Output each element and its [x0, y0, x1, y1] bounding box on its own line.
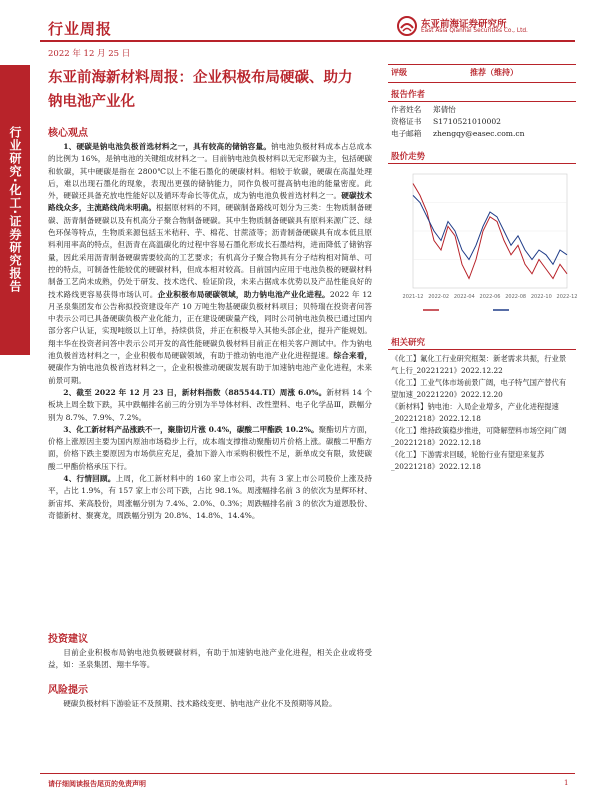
header-divider: [40, 40, 575, 42]
footer-disclaimer: 请仔细阅读报告尾页的免责声明: [48, 779, 146, 788]
core-paragraph-4: [48, 473, 372, 522]
related-research-list: [391, 353, 571, 473]
author-name: 郑倩怡: [433, 105, 456, 114]
related-item[interactable]: [391, 449, 571, 472]
related-item-title[interactable]: 《化工】维持政策稳步推进，可降解塑料市场空间广阔_20221218》: [391, 426, 567, 447]
logo-text-cn: 东亚前海证券研究所: [421, 19, 507, 30]
related-item-date: 2022.12.18: [439, 437, 481, 447]
related-item[interactable]: [391, 425, 571, 448]
logo-icon: [397, 16, 417, 36]
chart-x-tick-label: 2021-12: [402, 294, 424, 300]
author-section-heading: 报告作者: [391, 90, 426, 100]
point-3-heading: 3、化工新材料产品涨跌不一，聚脂切片涨 0.4%，碳酸二甲酯跌 10.2%。: [63, 424, 319, 434]
related-item-title[interactable]: 《化工】下游需求回暖，轮胎行业有望迎来复苏_20221218》: [391, 450, 545, 471]
related-item-date: 2022.12.20: [460, 389, 503, 399]
author-name-row: [391, 104, 571, 116]
author-email: zhengqy@easec.com.cn: [433, 129, 525, 138]
report-title: 东亚前海新材料周报：企业积极布局硬碳、助力钠电池产业化: [48, 70, 353, 110]
chart-grid: [403, 174, 578, 300]
related-item-date: 2022.12.18: [439, 461, 481, 471]
point-4-heading: 4、行情回顾。: [63, 474, 116, 484]
related-item-date: 2022.12.22: [460, 365, 503, 375]
stock-section-heading: 股价走势: [391, 152, 426, 162]
core-body: [48, 141, 372, 522]
related-divider: [388, 349, 576, 350]
point-1-text-g: 硬碳作为钠电池负极首选材料之一，企业积极推动硬碳发展有助于加速钠电池产业化进程，未来前景可期。: [48, 363, 372, 385]
point-1-text-c: 根据原材料的不同，硬碳制备路线可划分为三类：生物质制备硬碳、沥青制备硬碳以及有机高分子聚合物制备硬碳。其中生物质制备硬碳具有原料来源广泛、绿色环保等特点，生物质来源包括玉米秸秆、芋、棉花、甘蔗渣等；沥青制备硬碳具有成本低且原料利用率高的特点，但沥青在高温碳化的过程中容易石墨化形成长石墨结构，进而降低了储钠容量，因此采用沥青制备硬碳需要较高的工艺要求；有机高分子聚合物具有分子结构相对简单、可控的特点，可制备性能较优的硬碳材料，但成本相对较高。目前国内应用于电池负极的硬碳材料制备工艺尚未成熟，仍处于研发、技术迭代、验证阶段，未来占据成本优势以及产品性能良好的技术路线更容易获得市场认可。: [48, 203, 373, 299]
chart-x-tick-label: 2022-08: [505, 294, 527, 300]
author-info: [391, 104, 571, 140]
chart-x-tick-label: 2022-06: [479, 294, 501, 300]
stock-divider: [388, 163, 576, 164]
risk-body: [48, 698, 372, 710]
point-1-heading: 1、硬碳是钠电池负极首选材料之一，具有较高的储钠容量。: [63, 142, 272, 151]
related-item-title[interactable]: 《新材料】钠电池：入局企业增多，产业化进程提速_20221218》: [391, 402, 559, 423]
section-core-heading: 核心观点: [48, 128, 88, 139]
point-1-subheading-f: 综合来看，: [333, 351, 373, 361]
core-paragraph-3: [48, 424, 372, 473]
author-name-label: 作者姓名: [391, 105, 422, 114]
author-email-label: 电子邮箱: [391, 129, 422, 138]
invest-text: 目前企业积极布局钠电池负极硬碳材料，有助于加速钠电池产业化进程，相关企业或将受益，如：圣泉集团、翔丰华等。: [48, 648, 372, 670]
point-3-text: 聚酯切片方面，价格上涨原因主要为国内原油市场稳步上行，成本端支撑推动聚酯切片价格上涨。碳酸二甲酯方面，价格下跌主要原因为市场供应充足，叠加下游入市采购积极性不足，新单成交有限，致使碳酸二甲酯价格承压下行。: [48, 424, 372, 471]
related-item[interactable]: [391, 353, 571, 376]
related-item[interactable]: [391, 401, 571, 424]
company-logo: [397, 16, 577, 40]
stock-price-chart: [391, 168, 578, 318]
author-cert-label: 资格证书: [391, 117, 422, 126]
author-cert-row: [391, 116, 571, 128]
related-section-heading: 相关研究: [391, 338, 426, 348]
related-item[interactable]: [391, 377, 571, 400]
related-item-title[interactable]: 《化工】工业气体市场前景广阔，电子特气国产替代有望加速_20221220》: [391, 378, 567, 399]
rating-top-divider: [388, 64, 576, 65]
sidebar-category: 行业研究·化工·证券研究报告: [0, 65, 30, 355]
chart-x-tick-label: 2022-12: [556, 294, 578, 300]
rating-value: 推荐（维持）: [470, 67, 518, 77]
point-1-subheading-b: 硬碳技术路线众多，主流路线尚未明确。: [48, 191, 372, 213]
point-1-text-a: 钠电池负极材料成本占总成本的比例为 16%，是钠电池的关键组成材料之一。目前钠电池负极材料以无定形碳为主，包括硬碳和软碳，其中硬碳是指在 2800℃以上不能石墨化的硬碳材料。相较于软碳，硬碳在高温处理后，难以出现石墨化的现象，表现出更强的储钠能力，同作负极可提高钠电池的能量密度。此外，硬碳还具备充放电性能好以及循环寿命长等优点，成为钠电池负极首选材料之一。: [48, 142, 373, 201]
risk-text: 硬碳负极材料下游验证不及预期、技术路线变更、钠电池产业化不及预期等风险。: [63, 699, 337, 708]
section-risk-heading: 风险提示: [48, 685, 88, 696]
report-date: 2022 年 12 月 25 日: [48, 49, 131, 59]
point-2-text: 新材料 14 个板块上周全数下跌，其中跌幅排名前三的分别为半导体材料、改性塑料、电子化学品Ⅲ，跌幅分别为 8.7%、7.9%、7.2%。: [48, 387, 372, 422]
logo-text-en: East Asia Qianhai Securities Co., Ltd.: [421, 28, 528, 34]
chart-x-tick-label: 2022-04: [453, 294, 475, 300]
section-invest-heading: 投资建议: [48, 634, 88, 645]
related-item-title[interactable]: 《化工】氟化工行业研究框架：新老需求共振，行业景气上行_20221221》: [391, 354, 567, 375]
author-email-row: [391, 128, 571, 140]
chart-series-line: [413, 195, 567, 264]
point-1-subheading-d: 企业积极布局硬碳领域，助力钠电池产业化进程。: [157, 289, 330, 299]
footer-divider: [40, 773, 575, 774]
page-number: 1: [564, 779, 569, 787]
point-2-heading: 2、截至 2022 年 12 月 23 日，新材料指数（885544.TI）周涨 6.0%。: [63, 387, 327, 397]
author-cert: S1710521010002: [433, 117, 502, 126]
rating-label: 评级: [391, 67, 407, 77]
report-type: 行业周报: [48, 20, 113, 38]
related-item-date: 2022.12.18: [439, 413, 481, 423]
invest-body: [48, 647, 372, 672]
point-1-text-e: 2022 年 12 月圣泉集团发布公告称拟投资建设年产 10 万吨生物基硬碳负极材料项目；贝特瑞在投资者问答中表示公司已具备硬碳负极产业化能力，正在建设硬碳量产线，同时公司钠电池负极已通过国内部分客户认证，实现吨级以上订单，持续供货，并正在积极导入其他头部企业，提升产能规划。翔丰华在投资者问答中表示公司开发的高性能硬碳负极材料目前正在相关客户测试中。作为钠电池负极首选材料之一，企业积极布局硬碳领域，有助于推动钠电池产业化进程提速。: [48, 289, 373, 361]
chart-x-tick-label: 2022-02: [428, 294, 450, 300]
point-4-text: 上周，化工新材料中的 160 家上市公司，共有 3 家上市公司股价上涨及持平，占比 1.9%，有 157 家上市公司下跌，占比 98.1%。周涨幅排名前 3 的依次为星辉环材、新宙邦、莱高股份，周涨幅分别为 7.4%、2.0%、0.3%；周跌幅排名前 3 的依次为道恩股份、奇德新材、聚赛龙，周跌幅分别为 20.8%、14.8%、14.4%。: [48, 474, 372, 520]
chart-x-tick-label: 2022-10: [530, 294, 552, 300]
author-divider: [388, 101, 576, 102]
rating-bottom-divider: [388, 82, 576, 83]
core-paragraph-1: [48, 141, 372, 387]
core-paragraph-2: [48, 387, 372, 424]
